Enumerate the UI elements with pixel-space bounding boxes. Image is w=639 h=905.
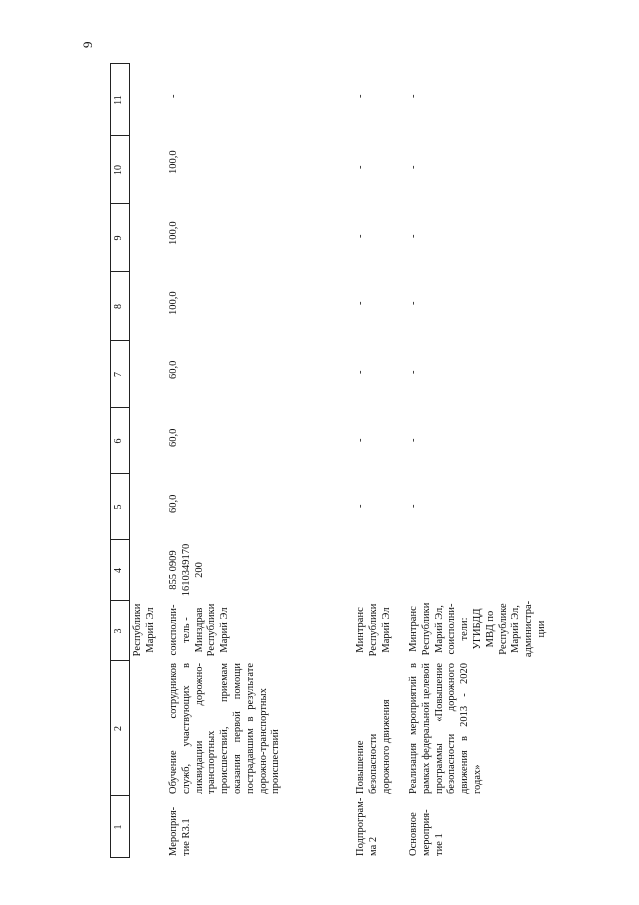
table-row-1-col11: - bbox=[168, 94, 179, 98]
table-row-1-col5: 60,0 bbox=[168, 494, 179, 513]
table-row-3-col6: - bbox=[408, 438, 419, 442]
header-col-7: 7 bbox=[113, 372, 124, 377]
table-row-2-col6: - bbox=[355, 438, 366, 442]
header-col-11: 11 bbox=[113, 95, 124, 105]
table-row-1-col3: соисполни- тель - Минздрав Республики Марий Эл bbox=[168, 603, 231, 657]
table-row-3-col2: Реализация мероприятий в рамках федеральной целевой программы «Повышение безопасности дорожного движения в 2013 - 2020 годах» bbox=[408, 663, 483, 794]
table-row-2-col7: - bbox=[355, 370, 366, 374]
table-row-2-col10: - bbox=[355, 165, 366, 169]
table-row-1-col6: 60,0 bbox=[168, 428, 179, 447]
table-row-2-col3: Минтранс Республики Марий Эл bbox=[355, 603, 392, 657]
table-row-2-col5: - bbox=[355, 504, 366, 508]
table-row-2-col11: - bbox=[355, 94, 366, 98]
budget-table bbox=[110, 63, 547, 858]
header-col-6: 6 bbox=[113, 438, 124, 444]
table-row-0-col3: Республики Марий Эл bbox=[132, 603, 156, 657]
table-row-1-col7: 60,0 bbox=[168, 360, 179, 379]
table-row-3-col5: - bbox=[408, 504, 419, 508]
table-row-1-col4: 855 0909 1610349170 200 bbox=[168, 543, 205, 597]
table-row-3-col10: - bbox=[408, 165, 419, 169]
table-row-2-col9: - bbox=[355, 234, 366, 238]
table-row-3-col7: - bbox=[408, 370, 419, 374]
header-col-2: 2 bbox=[113, 726, 124, 731]
table-row-2-col1: Подпрограм- ма 2 bbox=[355, 797, 379, 856]
table-row-3-col11: - bbox=[408, 94, 419, 98]
table-row-1-col2: Обучение сотрудников служб, участвующих в ликвидации дорожно-транспортных происшествий, приемам оказания первой помощи пострадавшим в результате дорожно-транспортных происшествий bbox=[168, 663, 282, 794]
page-number: 9 bbox=[80, 41, 95, 48]
table-row-3-col9: - bbox=[408, 234, 419, 238]
table-row-3-col3: Минтранс Республики Марий Эл, соисполни- тели: УГИБДД МВД по Республике Марий Эл, администра- ции bbox=[408, 600, 547, 658]
header-col-3: 3 bbox=[113, 628, 124, 634]
header-col-1: 1 bbox=[113, 824, 124, 830]
table-row-2-col2: Повышение безопасности дорожного движения bbox=[355, 699, 392, 794]
header-col-5: 5 bbox=[113, 504, 124, 510]
header-col-10: 10 bbox=[113, 165, 124, 175]
header-col-8: 8 bbox=[113, 304, 124, 309]
header-col-9: 9 bbox=[113, 235, 124, 241]
table-row-3-col1: Основное мероприя- тие 1 bbox=[408, 809, 445, 856]
table-row-2-col8: - bbox=[355, 301, 366, 305]
table-top-border bbox=[110, 63, 111, 858]
header-bottom-border bbox=[129, 63, 130, 858]
table-row-3-col8: - bbox=[408, 301, 419, 305]
table-row-1-col9: 100,0 bbox=[168, 221, 179, 245]
header-col-4: 4 bbox=[113, 568, 124, 573]
table-row-1-col1: Мероприя- тие R3.1 bbox=[168, 806, 192, 856]
table-row-1-col8: 100,0 bbox=[168, 291, 179, 315]
table-row-1-col10: 100,0 bbox=[168, 150, 179, 174]
